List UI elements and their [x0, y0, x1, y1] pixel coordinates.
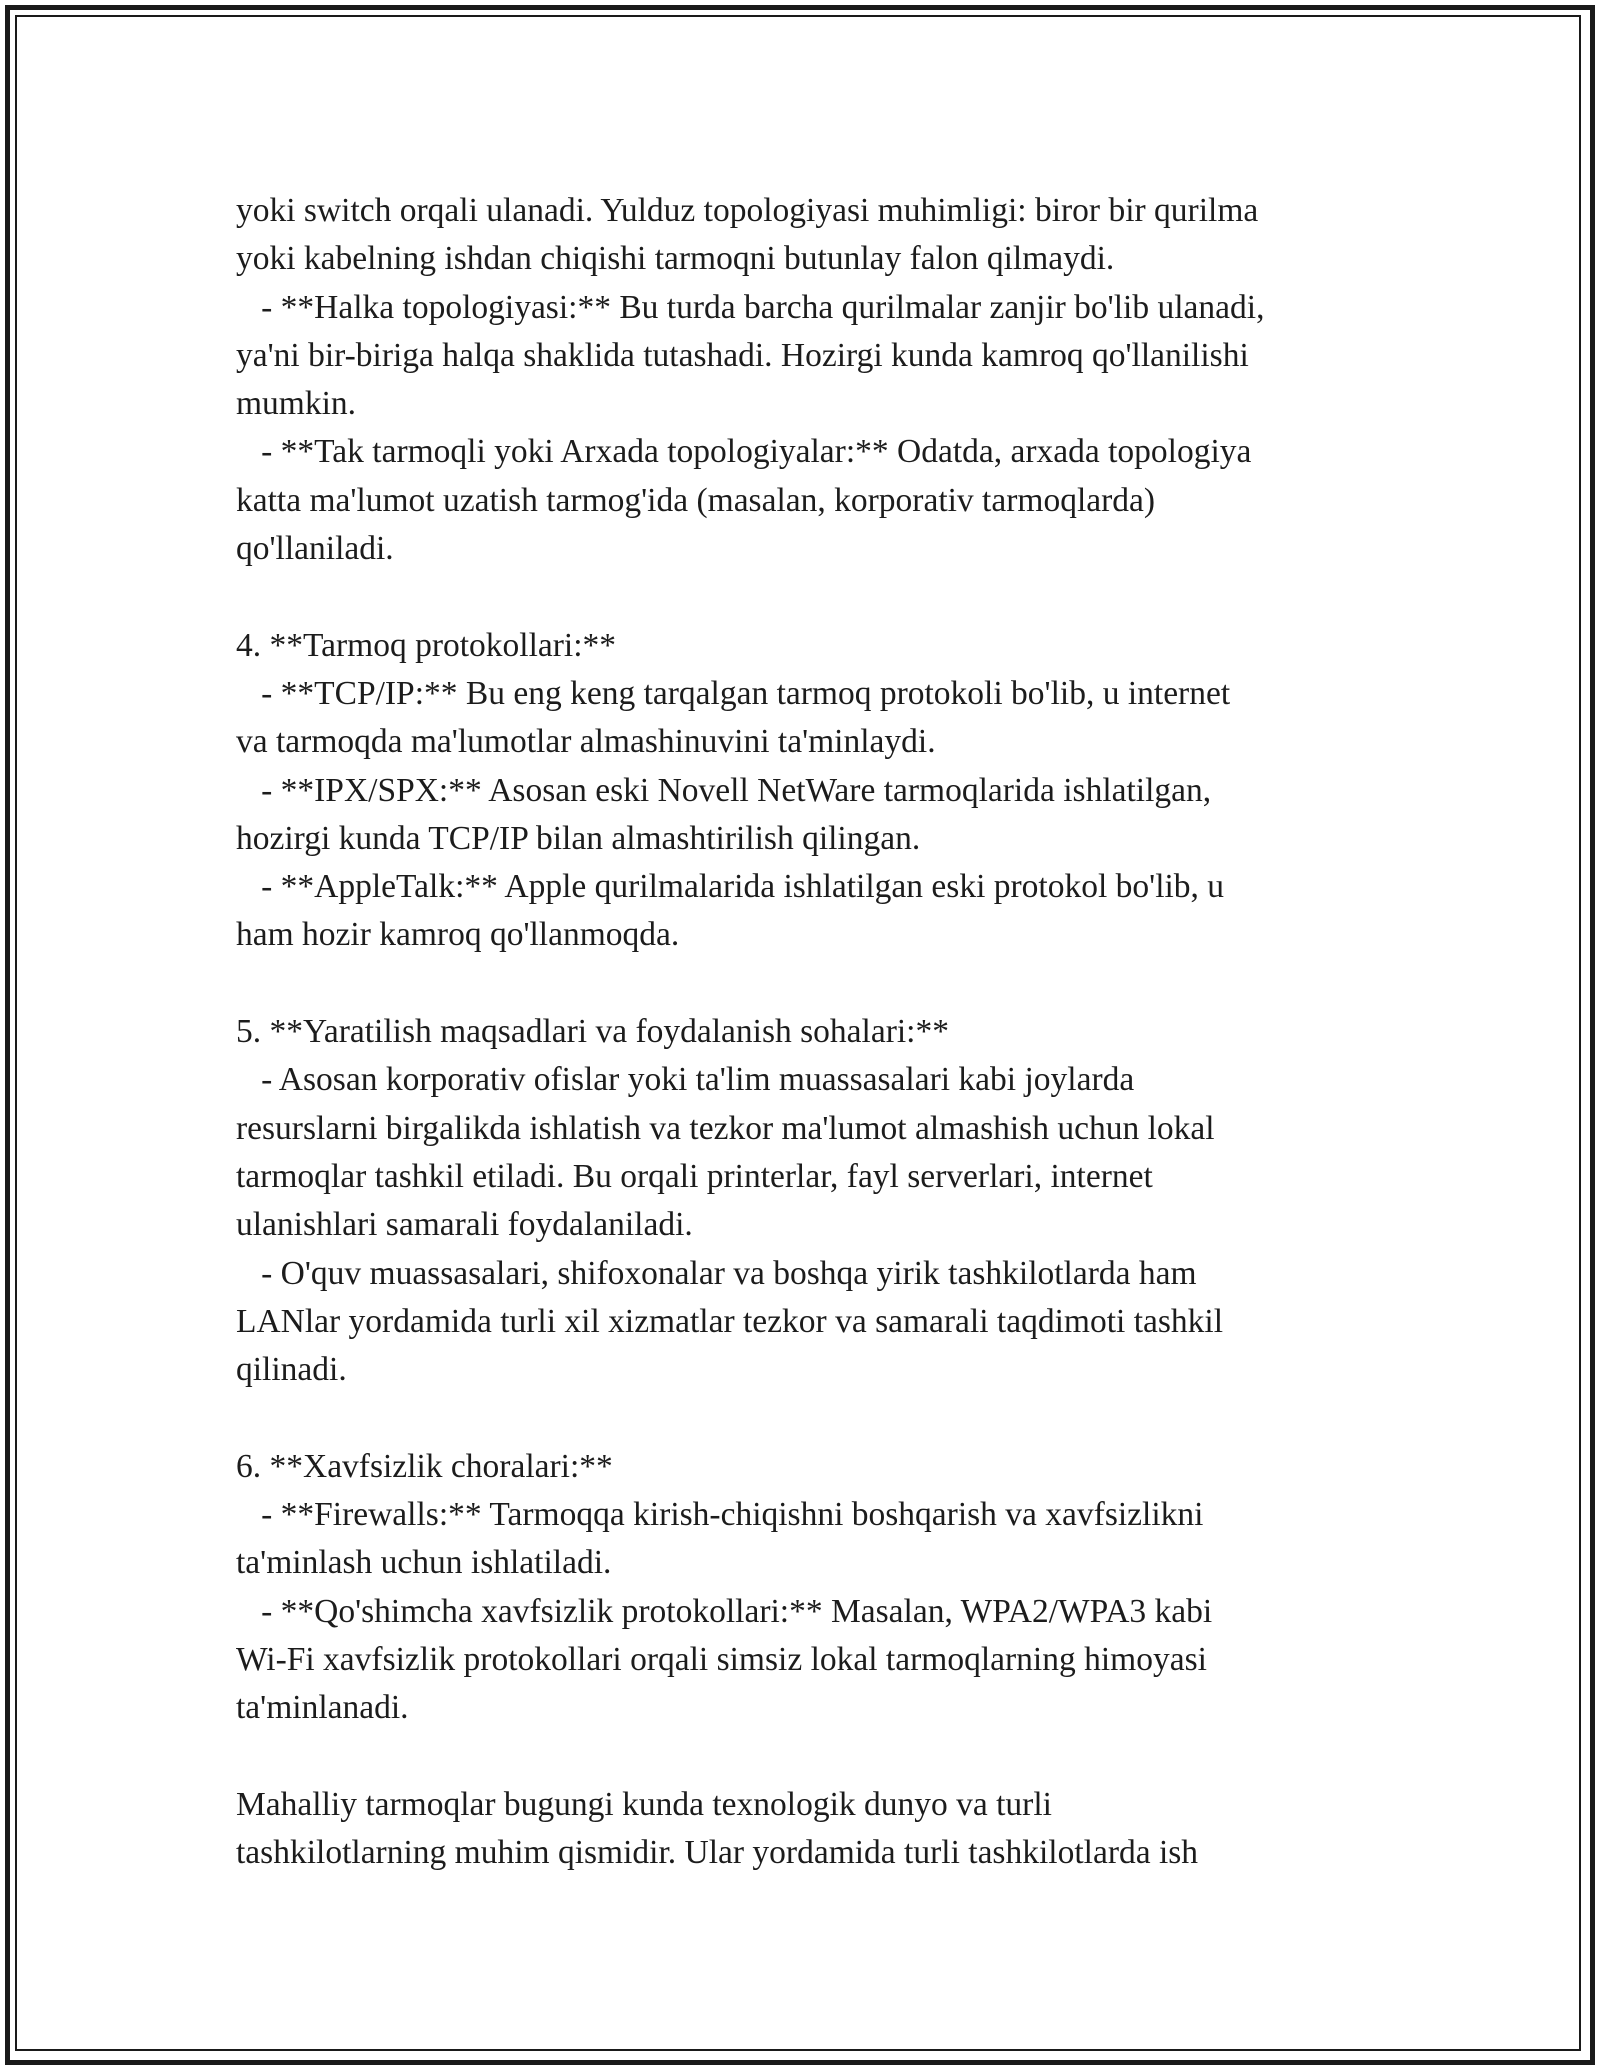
- text-line: mumkin.: [236, 385, 357, 423]
- text-line: yoki switch orqali ulanadi. Yulduz topologiyasi muhimligi: biror bir qurilma: [236, 192, 1259, 229]
- text-line: ta'minlanadi.: [236, 1689, 409, 1727]
- text-line: va tarmoqda ma'lumotlar almashinuvini ta'minlaydi.: [236, 723, 936, 761]
- text-line: - Asosan korporativ ofislar yoki ta'lim muassasalari kabi joylarda: [236, 1061, 1135, 1099]
- text-line: ham hozir kamroq qo'llanmoqda.: [236, 916, 680, 954]
- text-line: - O'quv muassasalari, shifoxonalar va boshqa yirik tashkilotlarda ham: [236, 1254, 1197, 1292]
- text-line: tarmoqlar tashkil etiladi. Bu orqali printerlar, fayl serverlari, internet: [236, 1157, 1153, 1195]
- text-line: qilinadi.: [236, 1351, 347, 1389]
- text-line: resurslarni birgalikda ishlatish va tezkor ma'lumot almashish uchun lokal: [236, 1109, 1215, 1147]
- text-line: ulanishlari samarali foydalaniladi.: [236, 1206, 693, 1244]
- text-line: 6. **Xavfsizlik choralari:**: [236, 1447, 613, 1485]
- text-line: Mahalliy tarmoqlar bugungi kunda texnologik dunyo va turli: [236, 1785, 1052, 1823]
- document-body: [236, 187, 1386, 1877]
- text-line: - **Firewalls:** Tarmoqqa kirish-chiqishni boshqarish va xavfsizlikni: [236, 1496, 1204, 1534]
- text-line: hozirgi kunda TCP/IP bilan almashtirilish qilingan.: [236, 819, 921, 857]
- text-line: - **Halka topologiyasi:** Bu turda barcha qurilmalar zanjir bo'lib ulanadi,: [236, 288, 1265, 326]
- blank-line: [236, 1394, 1386, 1442]
- text-line: - **AppleTalk:** Apple qurilmalarida ishlatilgan eski protokol bo'lib, u: [236, 868, 1225, 906]
- text-line: tashkilotlarning muhim qismidir. Ular yordamida turli tashkilotlarda ish: [236, 1834, 1199, 1872]
- text-line: ya'ni bir-biriga halqa shaklida tutashadi. Hozirgi kunda kamroq qo'llanilishi: [236, 336, 1249, 374]
- text-line: ta'minlash uchun ishlatiladi.: [236, 1544, 612, 1582]
- text-line: katta ma'lumot uzatish tarmog'ida (masalan, korporativ tarmoqlarda): [236, 481, 1156, 519]
- text-line: yoki kabelning ishdan chiqishi tarmoqni butunlay falon qilmaydi.: [236, 240, 1115, 278]
- blank-line: [236, 1733, 1386, 1781]
- text-line: Wi-Fi xavfsizlik protokollari orqali simsiz lokal tarmoqlarning himoyasi: [236, 1640, 1207, 1678]
- text-line: qo'llaniladi.: [236, 530, 394, 568]
- blank-line: [236, 573, 1386, 621]
- text-line: - **Tak tarmoqli yoki Arxada topologiyalar:** Odatda, arxada topologiya: [236, 433, 1252, 471]
- blank-line: [236, 960, 1386, 1008]
- text-line: 5. **Yaratilish maqsadlari va foydalanish sohalari:**: [236, 1013, 949, 1051]
- text-line: - **Qo'shimcha xavfsizlik protokollari:** Masalan, WPA2/WPA3 kabi: [236, 1592, 1213, 1630]
- text-line: - **TCP/IP:** Bu eng keng tarqalgan tarmoq protokoli bo'lib, u internet: [236, 674, 1231, 712]
- text-line: LANlar yordamida turli xil xizmatlar tezkor va samarali taqdimoti tashkil: [236, 1302, 1224, 1340]
- text-line: - **IPX/SPX:** Asosan eski Novell NetWare tarmoqlarida ishlatilgan,: [236, 771, 1212, 809]
- text-line: 4. **Tarmoq protokollari:**: [236, 626, 617, 664]
